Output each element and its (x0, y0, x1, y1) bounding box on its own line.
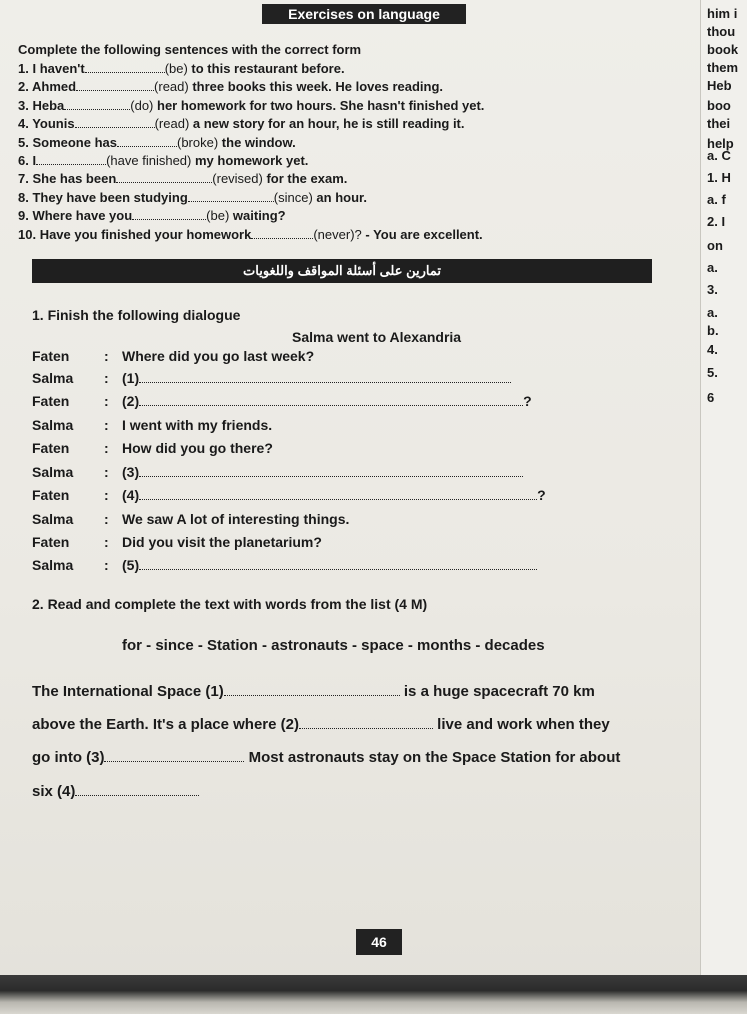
bottom-edge-shadow (0, 975, 747, 1014)
item-text-before: I haven't (32, 61, 85, 76)
next-page-fragment: thei (707, 116, 731, 131)
dialogue-line (32, 534, 322, 550)
next-page-fragment: help (707, 136, 734, 151)
speaker-name: Faten (32, 534, 70, 550)
dialogue-line (32, 370, 511, 386)
reading-line (32, 716, 610, 733)
next-page-fragment: Heb (707, 78, 732, 93)
next-page-fragment: boo (707, 98, 731, 113)
item-text-after: a new story for an hour, he is still reading it. (189, 116, 465, 131)
verb-hint: (be) (206, 208, 230, 223)
sentence-item (18, 208, 286, 223)
dialogue-text: (3) (122, 464, 140, 480)
item-text-before: Someone has (32, 135, 117, 150)
item-text-before: I (32, 153, 37, 168)
item-text-before: Have you finished your homework (39, 227, 252, 242)
answer-blank (188, 191, 274, 202)
next-page-fragment: 3. (707, 282, 718, 297)
item-text-after: to this restaurant before. (187, 61, 345, 76)
dialogue-text: I went with my friends. (122, 417, 273, 433)
item-text-before: They have been studying (32, 190, 188, 205)
reading-text-before: go into (3) (32, 749, 105, 766)
speaker-colon: : (104, 348, 109, 364)
verb-hint: (revised) (212, 171, 263, 186)
page-title: Exercises on language (262, 4, 466, 24)
exercise1-instruction: Complete the following sentences with the correct form (18, 42, 362, 57)
item-number: 4. (18, 116, 33, 131)
reading-text-after: live and work when they (433, 716, 610, 733)
answer-blank (36, 154, 106, 165)
answer-blank (117, 136, 177, 147)
sentence-item (18, 153, 308, 168)
reading-instruction: 2. Read and complete the text with words from the list (4 M) (32, 596, 428, 612)
next-page-edge (700, 0, 747, 985)
item-number: 7. (18, 171, 33, 186)
sentence-item (18, 98, 484, 113)
answer-blank (104, 751, 244, 762)
speaker-name: Faten (32, 348, 70, 364)
dialogue-instruction: 1. Finish the following dialogue (32, 307, 241, 323)
dialogue-text: (2) (122, 393, 140, 409)
answer-blank (299, 718, 433, 729)
speaker-name: Faten (32, 440, 70, 456)
sentence-item (18, 116, 465, 131)
arabic-section-banner: تمارين على أسئلة المواقف واللغويات (32, 259, 652, 283)
item-text-after: three books this week. He loves reading. (188, 79, 444, 94)
answer-blank (139, 559, 537, 570)
reading-line (32, 749, 620, 766)
speaker-name: Faten (32, 393, 70, 409)
speaker-name: Salma (32, 417, 74, 433)
dialogue-text: (4) (122, 487, 140, 503)
next-page-fragment: on (707, 238, 723, 253)
item-text-after: - You are excellent. (361, 227, 483, 242)
verb-hint: (never)? (313, 227, 362, 242)
dialogue-line (32, 348, 314, 364)
answer-blank (75, 117, 155, 128)
question-mark: ? (537, 487, 546, 503)
dialogue-line (32, 417, 272, 433)
next-page-fragment: thou (707, 24, 736, 39)
answer-blank (85, 62, 165, 73)
dialogue-text: How did you go there? (122, 440, 273, 456)
answer-blank (139, 395, 523, 406)
item-number: 9. (18, 208, 33, 223)
item-text-after: my homework yet. (191, 153, 309, 168)
reading-text-before: above the Earth. It's a place where (2) (32, 716, 299, 733)
item-text-after: an hour. (312, 190, 367, 205)
answer-blank (139, 466, 523, 477)
reading-text-after: is a huge spacecraft 70 km (399, 683, 595, 700)
page-number: 46 (356, 929, 402, 955)
answer-blank (224, 685, 400, 696)
dialogue-line (32, 464, 523, 480)
item-number: 3. (18, 98, 33, 113)
speaker-name: Faten (32, 487, 70, 503)
item-text-before: Where have you (32, 208, 133, 223)
next-page-fragment: a. f (707, 192, 726, 207)
sentence-item (18, 135, 296, 150)
item-text-before: She has been (32, 171, 117, 186)
verb-hint: (be) (164, 61, 188, 76)
item-number: 8. (18, 190, 33, 205)
verb-hint: (read) (154, 116, 190, 131)
speaker-name: Salma (32, 511, 74, 527)
next-page-fragment: b. (707, 323, 719, 338)
reading-line (32, 783, 199, 800)
next-page-fragment: 5. (707, 365, 718, 380)
dialogue-line (32, 440, 273, 456)
speaker-colon: : (104, 440, 109, 456)
item-text-after: for the exam. (262, 171, 348, 186)
answer-blank (139, 489, 537, 500)
question-mark: ? (523, 393, 532, 409)
dialogue-text: Did you visit the planetarium? (122, 534, 322, 550)
sentence-item (18, 171, 347, 186)
item-text-after: waiting? (229, 208, 286, 223)
speaker-colon: : (104, 393, 109, 409)
answer-blank (75, 785, 199, 796)
dialogue-text: Where did you go last week? (122, 348, 315, 364)
speaker-colon: : (104, 417, 109, 433)
reading-text-after: Most astronauts stay on the Space Station for about (244, 749, 621, 766)
item-text-after: her homework for two hours. She hasn't finished yet. (153, 98, 485, 113)
speaker-name: Salma (32, 464, 74, 480)
speaker-colon: : (104, 534, 109, 550)
item-text-before: Younis (32, 116, 75, 131)
verb-hint: (have finished) (106, 153, 192, 168)
speaker-colon: : (104, 511, 109, 527)
next-page-fragment: book (707, 42, 739, 57)
dialogue-text: We saw A lot of interesting things. (122, 511, 350, 527)
answer-blank (116, 172, 212, 183)
reading-text-before: six (4) (32, 783, 76, 800)
item-text-after: the window. (218, 135, 296, 150)
next-page-fragment: 1. H (707, 170, 731, 185)
answer-blank (251, 228, 313, 239)
speaker-name: Salma (32, 557, 74, 573)
next-page-fragment: a. C (707, 148, 731, 163)
next-page-fragment: them (707, 60, 739, 75)
sentence-item (18, 190, 367, 205)
verb-hint: (read) (154, 79, 189, 94)
next-page-fragment: 2. I (707, 214, 726, 229)
verb-hint: (do) (130, 98, 154, 113)
dialogue-title: Salma went to Alexandria (292, 329, 462, 345)
speaker-colon: : (104, 464, 109, 480)
item-number: 2. (18, 79, 32, 94)
item-number: 1. (18, 61, 33, 76)
word-list: for - since - Station - astronauts - space - months - decades (122, 637, 545, 654)
reading-line (32, 683, 595, 700)
next-page-fragment: a. (707, 305, 718, 320)
answer-blank (64, 99, 130, 110)
answer-blank (132, 209, 206, 220)
next-page-fragment: 6 (707, 390, 715, 405)
speaker-colon: : (104, 370, 109, 386)
sentence-item (18, 61, 345, 76)
item-number: 6. (18, 153, 33, 168)
dialogue-line (32, 511, 349, 527)
dialogue-line (32, 393, 532, 409)
sentence-item (18, 79, 443, 94)
answer-blank (139, 372, 511, 383)
next-page-fragment: 4. (707, 342, 718, 357)
item-number: 10. (18, 227, 40, 242)
item-number: 5. (18, 135, 33, 150)
dialogue-line (32, 557, 537, 573)
item-text-before: Heba (32, 98, 65, 113)
speaker-colon: : (104, 487, 109, 503)
verb-hint: (since) (273, 190, 313, 205)
verb-hint: (broke) (177, 135, 219, 150)
sentence-item (18, 227, 483, 242)
answer-blank (76, 80, 154, 91)
speaker-colon: : (104, 557, 109, 573)
dialogue-text: (1) (122, 370, 140, 386)
speaker-name: Salma (32, 370, 74, 386)
dialogue-line (32, 487, 546, 503)
item-text-before: Ahmed (31, 79, 77, 94)
next-page-fragment: a. (707, 260, 718, 275)
dialogue-text: (5) (122, 557, 140, 573)
next-page-fragment: him i (707, 6, 738, 21)
reading-text-before: The International Space (1) (32, 683, 224, 700)
